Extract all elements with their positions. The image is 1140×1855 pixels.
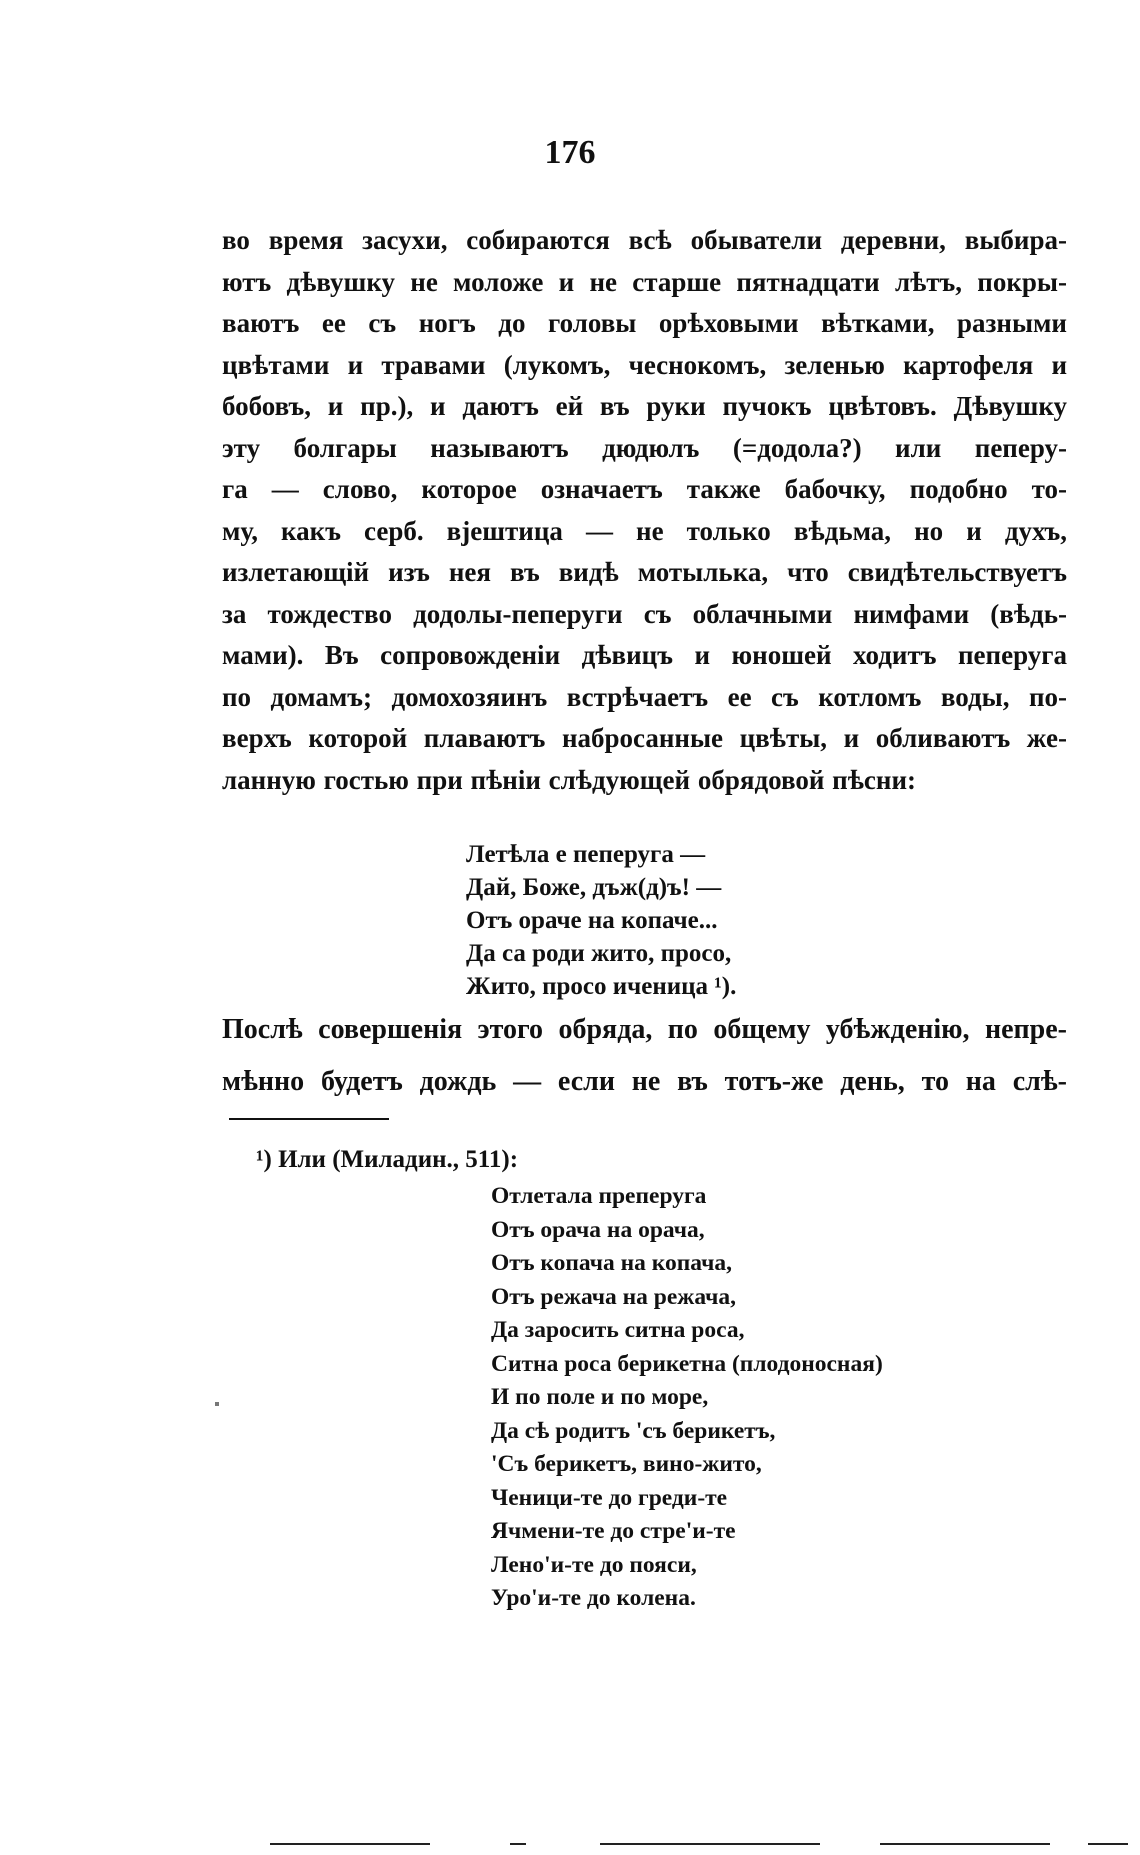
footnote-divider — [229, 1118, 389, 1120]
footnote-verse: Лено'и-те до пояси, — [491, 1551, 697, 1578]
paragraph-line: га — слово, которое означаетъ также бабочку, подобно то- — [222, 474, 1067, 504]
paragraph-line: мѣнно будетъ дождь — если не въ тотъ-же день, то на слѣ- — [222, 1066, 1067, 1097]
continuation-paragraph — [222, 1004, 1067, 1108]
paragraph-line: ваютъ ее съ ногъ до головы орѣховыми вѣтками, разными — [222, 308, 1067, 338]
page-number: 176 — [544, 134, 596, 171]
paragraph-line: ланную гостью при пѣніи слѣдующей обрядовой пѣсни: — [222, 764, 917, 795]
song-verse: Отъ ораче на копаче... — [466, 907, 718, 934]
paragraph-line: Послѣ совершенія этого обряда, по общему убѣжденію, непре- — [222, 1014, 1067, 1045]
footnote-heading — [256, 1146, 518, 1174]
main-paragraph — [222, 220, 1067, 801]
paragraph-line: за тождество додолы-пеперуги съ облачными нимфами (вѣдь- — [222, 598, 1067, 629]
paragraph-line: по домамъ; домохозяинъ встрѣчаетъ ее съ котломъ воды, по- — [222, 681, 1067, 712]
footnote-verse: Да заросить ситна роса, — [491, 1317, 745, 1343]
footnote-verse: Ячмени-те до стре'и-те — [491, 1518, 736, 1544]
footnote-song — [491, 1180, 883, 1616]
footnote-verse: Ченици-те до греди-те — [491, 1484, 728, 1511]
paragraph-line: верхъ которой плаваютъ набросанные цвѣты, и обливаютъ же- — [222, 723, 1067, 753]
footnote-verse: Уро'и-те до колена. — [491, 1585, 696, 1611]
footnote-verse: И по поле и по море, — [491, 1384, 709, 1410]
song-verse: Летѣла е пеперуга — — [466, 841, 706, 868]
paragraph-line: бобовъ, и пр.), и даютъ ей въ руки пучокъ цвѣтовъ. Дѣвушку — [222, 391, 1067, 421]
song-verse: Да са роди жито, просо, — [466, 940, 732, 967]
footnote-marker: ¹) — [256, 1146, 272, 1173]
footnote-verse: Отлетала пpеперуга — [491, 1183, 707, 1209]
footnote-verse: 'Съ берикетъ, вино-жито, — [491, 1451, 762, 1477]
paragraph-line: цвѣтами и травами (лукомъ, чеснокомъ, зеленью картофеля и — [222, 349, 1067, 380]
ritual-song — [466, 838, 736, 1003]
song-verse: Дай, Боже, дъж(д)ъ! — — [466, 874, 722, 901]
footnote-verse: Отъ орача на орача, — [491, 1216, 705, 1243]
paragraph-line: мами). Въ сопровожденіи дѣвицъ и юношей ходитъ пеперуга — [222, 640, 1067, 670]
scan-edge-marks — [270, 1843, 1130, 1847]
paragraph-line: эту болгары называютъ дюдюлъ (=додола?) или пеперу- — [222, 432, 1067, 463]
footnote-verse: Да сѣ родитъ 'съ берикетъ, — [491, 1417, 776, 1444]
footnote-verse: Отъ режача на режача, — [491, 1283, 737, 1310]
footnote-verse: Отъ копача на копача, — [491, 1250, 732, 1276]
scan-speck — [215, 1402, 219, 1406]
paragraph-line: излетающій изъ нея въ видѣ мотылька, что свидѣтельствуетъ — [222, 557, 1067, 587]
footnote-verse: Ситна роса берикетна (плодоносная) — [491, 1350, 883, 1377]
paragraph-line: му, какъ серб. вјештица — не только вѣдьма, но и духъ, — [222, 515, 1067, 546]
paragraph-line: во время засухи, собираются всѣ обыватели деревни, выбира- — [222, 225, 1067, 255]
footnote-source: Или (Миладин., 511): — [278, 1146, 519, 1173]
paragraph-line: ютъ дѣвушку не моложе и не старше пятнадцати лѣтъ, покры- — [222, 266, 1067, 297]
song-verse: Жито, просо иченица ¹). — [466, 973, 737, 1000]
